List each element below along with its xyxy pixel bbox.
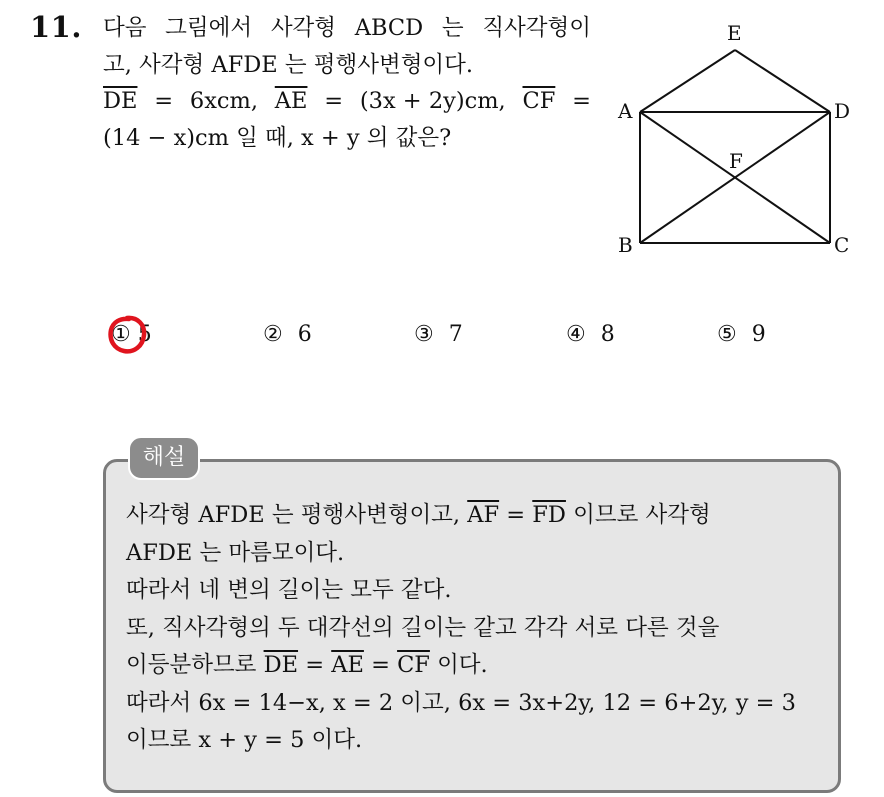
question-line-4: (14 − x)cm 일 때, x + y 의 값은? bbox=[103, 124, 452, 151]
word: 이다. bbox=[437, 652, 488, 678]
solution-line-5 bbox=[126, 647, 824, 685]
solution-line-2: AFDE 는 마름모이다. bbox=[126, 539, 345, 566]
word: 사각형 bbox=[645, 502, 711, 528]
label-f: F bbox=[729, 149, 743, 173]
solution-line-6: 따라서 6x = 14−x, x = 2 이고, 6x = 3x+2y, 12 = 6+2y, y = 3 bbox=[126, 689, 796, 716]
label-d: D bbox=[834, 99, 851, 123]
segment-af: $\overline{AF}$ bbox=[467, 502, 500, 528]
segment-cf: $\overline{CF}$ bbox=[397, 652, 430, 678]
equals: = bbox=[154, 88, 174, 114]
label-b: B bbox=[618, 233, 633, 257]
label-e: E bbox=[727, 21, 742, 45]
de-value: 6xcm, bbox=[189, 88, 258, 114]
choice-value: 6 bbox=[297, 322, 312, 347]
choice-marker: ③ bbox=[414, 322, 434, 347]
choice-5[interactable] bbox=[717, 322, 766, 347]
word: 이등분하므로 bbox=[126, 652, 257, 678]
question-line-3 bbox=[103, 83, 591, 120]
answer-choices bbox=[103, 322, 803, 358]
word: 같고 bbox=[473, 614, 517, 641]
choice-2[interactable] bbox=[263, 322, 312, 347]
word: 다음 bbox=[103, 15, 147, 41]
solution-line-1 bbox=[126, 497, 824, 535]
choice-value: 7 bbox=[448, 322, 463, 347]
segment-fd: $\overline{FD}$ bbox=[532, 502, 566, 528]
question-text bbox=[103, 10, 591, 156]
word: ABCD bbox=[354, 15, 424, 41]
selected-answer-circle-icon bbox=[105, 313, 149, 357]
word: 대각선의 bbox=[306, 614, 394, 641]
label-c: C bbox=[834, 233, 850, 257]
choice-1[interactable] bbox=[111, 322, 152, 347]
word: 평행사변형이고, bbox=[300, 502, 461, 528]
equals: = bbox=[305, 652, 325, 678]
choice-marker: ④ bbox=[566, 322, 586, 347]
segment-de: $\overline{DE}$ bbox=[103, 88, 138, 114]
solution-tab-label: 해설 bbox=[128, 436, 200, 480]
word: 는 bbox=[441, 15, 464, 41]
word: 각각 bbox=[523, 614, 568, 641]
word: 직사각형의 bbox=[162, 614, 271, 641]
choice-marker: ② bbox=[263, 322, 283, 347]
word: 그림에서 bbox=[165, 15, 253, 41]
equals: = bbox=[572, 88, 591, 114]
word: 이므로 bbox=[573, 502, 639, 528]
segment-ae bbox=[640, 50, 735, 112]
choice-4[interactable] bbox=[566, 322, 615, 347]
solution-line-4 bbox=[126, 610, 824, 648]
word: 는 bbox=[271, 502, 294, 528]
segment-de: $\overline{DE}$ bbox=[263, 652, 299, 678]
choice-marker: ⑤ bbox=[717, 322, 737, 347]
word: 또, bbox=[126, 614, 155, 641]
equals: = bbox=[324, 88, 344, 114]
segment-ed bbox=[735, 50, 830, 112]
equals: = bbox=[371, 652, 390, 678]
segment-ae: $\overline{AE}$ bbox=[274, 88, 308, 114]
equals: = bbox=[506, 502, 526, 528]
label-a: A bbox=[618, 99, 633, 123]
choice-value: 8 bbox=[600, 322, 615, 347]
choice-marker: ① bbox=[111, 322, 131, 347]
word: 다른 bbox=[625, 614, 669, 641]
word: 두 bbox=[277, 614, 300, 641]
word: 길이는 bbox=[400, 614, 467, 641]
choice-3[interactable] bbox=[414, 322, 463, 347]
word: 직사각형이 bbox=[482, 15, 591, 41]
question-number: 11. bbox=[30, 10, 82, 44]
word: 사각형 bbox=[270, 15, 337, 41]
segment-ae: $\overline{AE}$ bbox=[331, 652, 364, 678]
question-line-1 bbox=[103, 10, 591, 47]
ae-value: (3x + 2y)cm, bbox=[359, 88, 506, 114]
word: 서로 bbox=[574, 614, 619, 641]
geometry-figure bbox=[608, 18, 858, 263]
question-line-2: 고, 사각형 AFDE 는 평행사변형이다. bbox=[103, 51, 474, 78]
word: 것을 bbox=[675, 614, 720, 641]
segment-cf: $\overline{CF}$ bbox=[522, 88, 556, 114]
choice-value: 5 bbox=[137, 322, 152, 347]
choice-value: 9 bbox=[751, 322, 766, 347]
solution-text bbox=[126, 497, 824, 760]
word: AFDE bbox=[198, 502, 265, 528]
word: 사각형 bbox=[126, 502, 192, 528]
solution-line-3: 따라서 네 변의 길이는 모두 같다. bbox=[126, 577, 452, 603]
solution-line-7: 이므로 x + y = 5 이다. bbox=[126, 727, 363, 753]
